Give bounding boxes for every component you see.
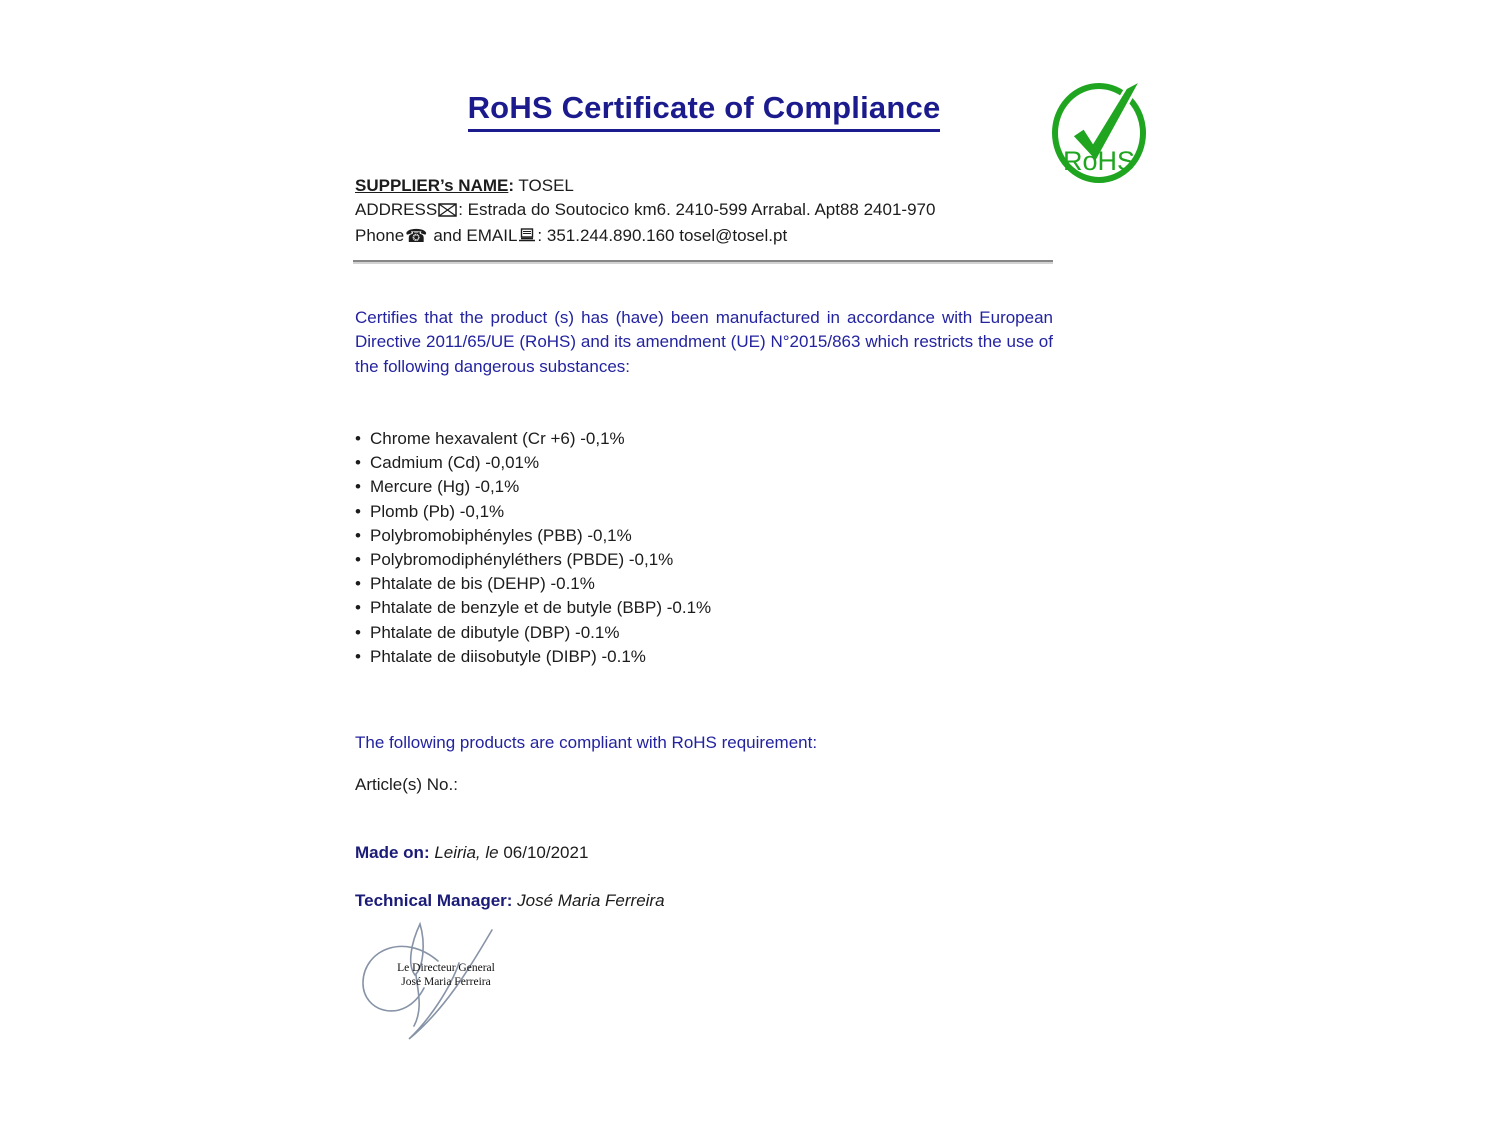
- phone-label: Phone: [355, 226, 405, 245]
- substance-item: • Cadmium (Cd) -0,01%: [355, 451, 1053, 475]
- substance-item: • Phtalate de bis (DEHP) -0.1%: [355, 572, 1053, 596]
- signature-line2: José Maria Ferreira: [401, 975, 491, 988]
- phone-icon: ☎: [405, 226, 428, 247]
- substance-item: • Phtalate de benzyle et de butyle (BBP) -0.1%: [355, 596, 1053, 620]
- supplier-name-colon: :: [508, 176, 515, 195]
- page-title-wrap: [355, 90, 1053, 132]
- divider-rule: [353, 260, 1053, 264]
- address-label: ADDRESS: [355, 200, 438, 219]
- substance-item: • Polybromodiphényléthers (PBDE) -0,1%: [355, 548, 1053, 572]
- address-value: : Estrada do Soutocico km6. 2410-599 Arrabal. Apt88 2401-970: [458, 200, 936, 219]
- technical-manager-line: [355, 891, 1053, 911]
- made-on-place: Leiria, le: [429, 843, 504, 862]
- compliance-statement: The following products are compliant with RoHS requirement:: [355, 733, 818, 752]
- logo-label: RoHS: [1062, 146, 1136, 176]
- signature-line1: Le Directeur General: [397, 962, 495, 974]
- computer-icon: [518, 226, 536, 250]
- contact-value: : 351.244.890.160 tosel@tosel.pt: [537, 226, 788, 245]
- supplier-block: [355, 174, 1055, 250]
- substance-item: • Plomb (Pb) -0,1%: [355, 500, 1053, 524]
- substance-item: • Polybromobiphényles (PBB) -0,1%: [355, 524, 1053, 548]
- made-on-label: Made on:: [355, 843, 430, 862]
- supplier-name-label: SUPPLIER’s NAME: [355, 176, 509, 195]
- substances-list: [355, 427, 1053, 669]
- supplier-name-line: [355, 174, 1055, 198]
- rohs-logo-graphic: [1050, 78, 1150, 184]
- email-label: and EMAIL: [428, 226, 518, 245]
- rohs-logo: [1050, 78, 1150, 184]
- made-on-line: [355, 843, 1053, 863]
- certification-paragraph: Certifies that the product (s) has (have) been manufactured in accordance with European Directive 2011/65/UE (RoHS) and its amendment (UE) N°2015/863 which restricts the use of the following dangerous substances:: [355, 308, 1053, 376]
- substance-item: • Phtalate de diisobutyle (DIBP) -0.1%: [355, 645, 1053, 669]
- signature-block: [352, 916, 512, 1051]
- supplier-contact-line: [355, 224, 1055, 250]
- supplier-address-line: [355, 198, 1055, 224]
- article-number-label: Article(s) No.:: [355, 775, 458, 794]
- made-on-date: 06/10/2021: [503, 843, 589, 862]
- signature-text: [388, 962, 504, 989]
- page-title: RoHS Certificate of Compliance: [468, 90, 941, 132]
- substance-item: • Mercure (Hg) -0,1%: [355, 475, 1053, 499]
- envelope-icon: [438, 200, 457, 224]
- technical-manager-label: Technical Manager:: [355, 891, 513, 910]
- technical-manager-value: José Maria Ferreira: [512, 891, 665, 910]
- supplier-name-value: TOSEL: [514, 176, 574, 195]
- substance-item: • Chrome hexavalent (Cr +6) -0,1%: [355, 427, 1053, 451]
- substance-item: • Phtalate de dibutyle (DBP) -0.1%: [355, 621, 1053, 645]
